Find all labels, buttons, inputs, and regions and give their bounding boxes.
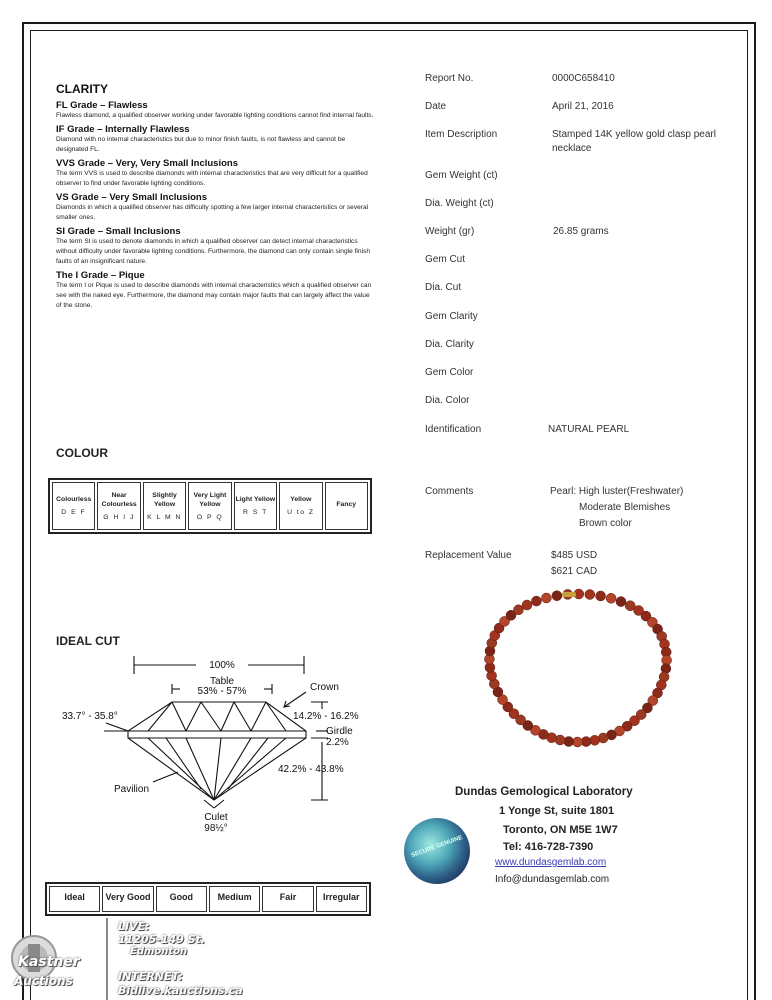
comments-label: Comments [425, 486, 474, 497]
cut-grade-cell: Very Good [102, 886, 153, 912]
colour-cell [234, 482, 277, 530]
colour-grade: U to Z [287, 509, 315, 516]
pavilion-depth: 42.2% - 43.8% [278, 764, 344, 775]
cut-grade-cell: Fair [262, 886, 313, 912]
culet-label: Culet [204, 812, 228, 823]
clarity-grade-if [56, 124, 376, 155]
culet-value: 98½° [204, 823, 228, 834]
watermark-live-address2: Edmonton [130, 946, 188, 957]
grade-title: SI Grade – Small Inclusions [56, 226, 181, 237]
cut-grade-cell: Good [156, 886, 207, 912]
replacement-label: Replacement Value [425, 550, 512, 561]
hologram-text: SECURE GENUINE [410, 834, 464, 860]
colour-name: Yellow [290, 496, 312, 503]
comment-line: Brown color [579, 518, 632, 529]
field-label: Dia. Cut [425, 282, 462, 293]
pavilion-label: Pavilion [114, 784, 150, 795]
grade-title: The I Grade – Pique [56, 270, 145, 281]
clarity-grade-fl [56, 100, 376, 121]
colour-grade: K L M N [147, 513, 182, 521]
grade-title: IF Grade – Internally Flawless [56, 124, 190, 135]
colour-name: Near Colourless [101, 491, 137, 508]
pearl-bead [596, 591, 606, 601]
colour-cell [279, 482, 322, 530]
watermark-live-label: LIVE: [118, 920, 150, 933]
clarity-grade-i [56, 270, 376, 311]
ideal-cut-title: IDEAL CUT [56, 634, 120, 648]
watermark-internet-url: Bidlive.kauctions.ca [118, 984, 243, 997]
table-label: Table [210, 676, 234, 687]
field-label: Gem Weight (ct) [425, 170, 498, 181]
colour-grade: R S T [243, 509, 268, 516]
colour-grade: D E F [61, 509, 87, 516]
crown-height: 14.2% - 16.2% [293, 711, 359, 722]
hologram-seal [404, 818, 470, 884]
grade-desc: The term VVS is used to describe diamonds with internal characteristics that are very difficult for a qualified observer to find under favorable lighting conditions. [56, 170, 368, 187]
colour-title: COLOUR [56, 446, 108, 460]
pearl-bead [590, 735, 600, 745]
colour-cell [52, 482, 95, 530]
lab-name: Dundas Gemological Laboratory [455, 786, 633, 798]
crown-angle: 33.7° - 35.8° [62, 711, 118, 722]
cut-grade-cell: Medium [209, 886, 260, 912]
cut-grade-cell: Ideal [49, 886, 100, 912]
field-label: Report No. [425, 73, 474, 84]
colour-cell [97, 482, 140, 530]
field-value: April 21, 2016 [552, 101, 614, 112]
grade-desc: Diamonds in which a qualified observer has difficulty spotting a few larger internal characteristics or several smaller ones. [56, 204, 369, 221]
field-label: Identification [425, 424, 482, 435]
grade-title: VVS Grade – Very, Very Small Inclusions [56, 158, 238, 169]
clarity-section [56, 82, 376, 311]
table-range: 53% - 57% [197, 686, 247, 697]
colour-cell [325, 482, 368, 530]
lab-address1: 1 Yonge St, suite 1801 [499, 805, 615, 817]
pearl-necklace-photo [478, 584, 678, 754]
pearl-bead [564, 737, 574, 747]
field-value: NATURAL PEARL [548, 424, 630, 435]
gold-clasp [562, 592, 576, 597]
cut-grade-cell: Irregular [316, 886, 367, 912]
replacement-value-cad: $621 CAD [551, 566, 598, 577]
field-label: Dia. Weight (ct) [425, 198, 494, 209]
field-label: Item Description [425, 129, 498, 140]
colour-name: Very Light Yellow [193, 491, 227, 508]
girdle-value: 2.2% [326, 737, 349, 748]
logo-text-auctions: Auctions [14, 974, 73, 988]
clarity-title: CLARITY [56, 82, 108, 96]
field-label: Weight (gr) [425, 226, 475, 237]
grade-desc: Diamond with no internal characteristics but due to minor finish faults, is not flawless and cannot be designated FL. [56, 136, 346, 153]
grade-title: VS Grade – Very Small Inclusions [56, 192, 208, 203]
pearl-bead [552, 591, 562, 601]
pearl-bead [616, 597, 626, 607]
girdle-label: Girdle [326, 726, 353, 737]
grade-desc: Flawless diamond, a qualified observer working under favorable lighting conditions cannot find internal faults. [56, 112, 374, 119]
pearl-bead [585, 590, 595, 600]
lab-tel: Tel: 416-728-7390 [503, 841, 594, 853]
colour-name: Fancy [336, 500, 357, 508]
pearl-bead [606, 593, 616, 603]
pearl-bead [541, 593, 551, 603]
watermark-live-address1: 11205-149 St. [118, 933, 205, 946]
colour-cell [188, 482, 231, 530]
field-value: Stamped 14K yellow gold clasp pearl [552, 129, 716, 140]
watermark-divider [106, 918, 108, 1000]
colour-name: Colourless [56, 496, 92, 503]
logo-text-kastner: Kastner [18, 954, 80, 970]
watermark-internet-label: INTERNET: [118, 970, 183, 983]
lab-address2: Toronto, ON M5E 1W7 [503, 824, 618, 836]
cut-grade-table [45, 882, 371, 916]
colour-name: Slightly Yellow [152, 491, 177, 508]
diamond-cut-diagram [56, 654, 376, 834]
colour-grade: G H I J [103, 513, 135, 521]
clarity-grade-si [56, 226, 376, 267]
colour-cell [143, 482, 186, 530]
field-label: Date [425, 101, 447, 112]
comment-line: Moderate Blemishes [579, 502, 671, 513]
colour-grade: O P Q [196, 513, 224, 521]
width-label: 100% [209, 660, 235, 671]
comment-line: Pearl: High luster(Freshwater) [550, 486, 684, 497]
field-value: 26.85 grams [553, 226, 609, 237]
colour-scale-table [48, 478, 372, 534]
pearl-bead [522, 600, 532, 610]
field-label: Dia. Color [425, 395, 470, 406]
field-label: Gem Cut [425, 254, 466, 265]
crown-label: Crown [310, 682, 339, 693]
clarity-grade-vs [56, 192, 376, 223]
clarity-grade-vvs [56, 158, 376, 189]
field-value: 0000C658410 [552, 73, 615, 84]
field-label: Gem Color [425, 367, 474, 378]
replacement-value-usd: $485 USD [551, 550, 598, 561]
lab-website-link[interactable]: www.dundasgemlab.com [495, 857, 607, 868]
grade-desc: The term SI is used to denote diamonds in which a qualified observer can detect internal characteristics without difficulty under favorable lighting conditions. Furthermore, the diamond can only contain single finish faults of an insignificant nature. [56, 238, 370, 265]
colour-name: Light Yellow [235, 496, 276, 503]
lab-email: Info@dundasgemlab.com [495, 874, 610, 885]
field-label: Dia. Clarity [425, 339, 474, 350]
field-label: Gem Clarity [425, 311, 478, 322]
field-value-continued: necklace [552, 143, 592, 154]
grade-title: FL Grade – Flawless [56, 100, 148, 111]
grade-desc: The term I or Pique is used to describe diamonds with internal characteristics which a qualified observer can see with the naked eye. Furthermore, the diamond may contain major faults that can largely affect the value of the stone. [56, 282, 372, 309]
pearl-bead [531, 596, 541, 606]
